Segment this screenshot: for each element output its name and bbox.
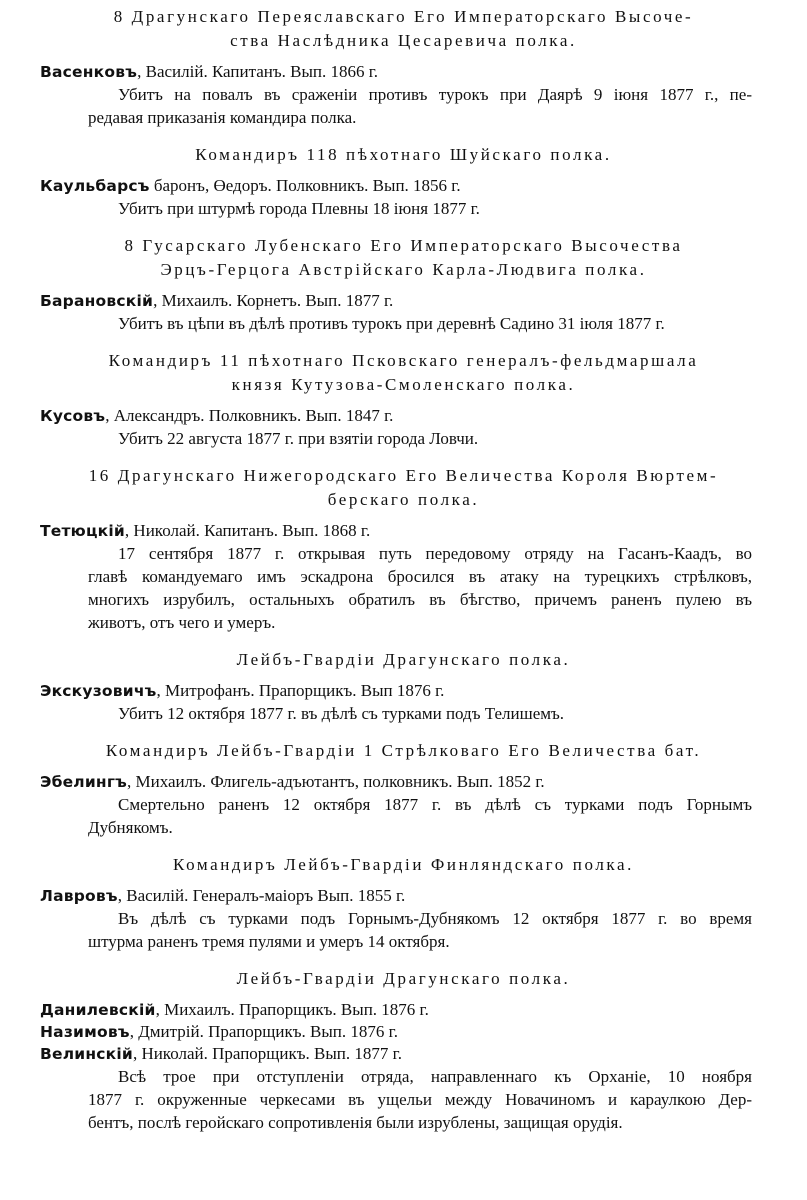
entry-description	[0, 907, 752, 953]
heading-line: 16 Драгунскаго Нижегородскаго Его Величества Короля Вюртем-	[88, 466, 719, 485]
heading-line: 8 Драгунскаго Переяславскаго Его Императорскаго Высоче-	[113, 7, 694, 26]
heading-line: 8 Гусарскаго Лубенскаго Его Императорскаго Высочества	[124, 236, 683, 255]
officer-details: , Александръ. Полковникъ. Вып. 1847 г.	[105, 406, 394, 425]
officer-surname: Велинскій	[40, 1045, 133, 1063]
description-line: Смертельно раненъ 12 октября 1877 г. въ дѣлѣ съ турками подъ Горнымъ	[118, 795, 752, 814]
description-line: бентъ, послѣ геройскаго сопротивленія были изрублены, защищая орудія.	[88, 1113, 623, 1132]
regiment-section	[0, 349, 807, 450]
officer-entry	[0, 885, 807, 907]
regiment-section	[0, 143, 807, 220]
entry-description	[0, 542, 752, 634]
description-line: Убитъ при штурмѣ города Плевны 18 іюня 1877 г.	[118, 199, 480, 218]
description-line: Въ дѣлѣ съ турками подъ Горнымъ-Дубнякомъ 12 октября 1877 г. во время	[118, 909, 752, 928]
entry-description	[0, 702, 752, 725]
officer-entry	[0, 1021, 807, 1043]
section-heading	[44, 853, 764, 877]
description-line: Дубнякомъ.	[88, 818, 173, 837]
entry-description	[0, 312, 752, 335]
section-heading	[44, 648, 764, 672]
officer-entry	[0, 290, 807, 312]
officer-surname: Данилевскій	[40, 1001, 156, 1019]
regiment-section	[0, 5, 807, 129]
entry-description	[0, 1065, 752, 1134]
officer-surname: Кусовъ	[40, 407, 106, 425]
officer-details: , Михаилъ. Корнетъ. Вып. 1877 г.	[153, 291, 394, 310]
officer-entry	[0, 680, 807, 702]
officer-surname: Тетюцкій	[40, 522, 125, 540]
entry-description	[0, 427, 752, 450]
officer-entry	[0, 61, 807, 83]
description-line: 17 сентября 1877 г. открывая путь передовому отряду на Гасанъ-Каадъ, во	[118, 544, 752, 563]
heading-line: князя Кутузова-Смоленскаго полка.	[231, 375, 576, 394]
description-line: штурма раненъ тремя пулями и умеръ 14 октября.	[88, 932, 450, 951]
description-line: Убитъ 22 августа 1877 г. при взятіи города Ловчи.	[118, 429, 479, 448]
officer-entry	[0, 405, 807, 427]
description-line: Убитъ 12 октября 1877 г. въ дѣлѣ съ турками подъ Телишемъ.	[118, 704, 565, 723]
description-line: животъ, отъ чего и умеръ.	[88, 613, 276, 632]
officer-surname: Экскузовичъ	[40, 682, 157, 700]
regiment-section	[0, 464, 807, 634]
heading-line: Командиръ Лейбъ-Гвардіи Финляндскаго полка.	[172, 855, 635, 874]
officer-details: , Василій. Генералъ-маіоръ Вып. 1855 г.	[117, 886, 406, 905]
heading-line: Лейбъ-Гвардіи Драгунскаго полка.	[236, 650, 571, 669]
officer-surname: Лавровъ	[40, 887, 118, 905]
officer-surname: Эбелингъ	[40, 773, 127, 791]
officer-surname: Васенковъ	[40, 63, 138, 81]
section-heading	[44, 234, 764, 282]
heading-line: Командиръ Лейбъ-Гвардіи 1 Стрѣлковаго Его Величества бат.	[105, 741, 702, 760]
section-heading	[44, 349, 764, 397]
officer-details: , Василій. Капитанъ. Вып. 1866 г.	[137, 62, 379, 81]
regiment-section	[0, 967, 807, 1134]
regiment-section	[0, 648, 807, 725]
description-line: Всѣ трое при отступленіи отряда, направленнаго къ Орханіе, 10 ноября	[118, 1067, 752, 1086]
regiment-section	[0, 739, 807, 839]
officer-surname: Барановскій	[40, 292, 154, 310]
section-heading	[44, 464, 764, 512]
officer-details: , Дмитрій. Прапорщикъ. Вып. 1876 г.	[129, 1022, 398, 1041]
officer-details: , Михаилъ. Флигель-адъютантъ, полковникъ. Вып. 1852 г.	[126, 772, 545, 791]
officer-details: , Митрофанъ. Прапорщикъ. Вып 1876 г.	[156, 681, 445, 700]
officer-surname: Назимовъ	[40, 1023, 130, 1041]
section-heading	[44, 967, 764, 991]
officer-entry	[0, 175, 807, 197]
description-line: 1877 г. окруженные черкесами въ ущельи между Новачиномъ и караулкою Дер-	[88, 1090, 752, 1109]
heading-line: Лейбъ-Гвардіи Драгунскаго полка.	[236, 969, 571, 988]
section-heading	[44, 739, 764, 763]
officer-details: , Николай. Прапорщикъ. Вып. 1877 г.	[132, 1044, 402, 1063]
regiment-section	[0, 853, 807, 953]
heading-line: Эрцъ-Герцога Австрійскаго Карла-Людвига полка.	[160, 260, 647, 279]
description-line: редавая приказанія командира полка.	[88, 108, 357, 127]
officer-details: , Михаилъ. Прапорщикъ. Вып. 1876 г.	[155, 1000, 429, 1019]
regiment-section	[0, 234, 807, 335]
entry-description	[0, 793, 752, 839]
heading-line: Командиръ 11 пѣхотнаго Псковскаго генералъ-фельдмаршала	[108, 351, 699, 370]
officer-entry	[0, 999, 807, 1021]
officer-entry	[0, 520, 807, 542]
section-heading	[44, 5, 764, 53]
heading-line: ства Наслѣдника Цесаревича полка.	[230, 31, 577, 50]
entry-description	[0, 83, 752, 129]
description-line: главѣ командуемаго имъ эскадрона бросился въ атаку на турецкихъ стрѣлковъ,	[88, 567, 752, 586]
officer-entry	[0, 771, 807, 793]
heading-line: Командиръ 118 пѣхотнаго Шуйскаго полка.	[195, 145, 612, 164]
officer-details: баронъ, Өедоръ. Полковникъ. Вып. 1856 г.	[149, 176, 461, 195]
officer-surname: Каульбарсъ	[40, 177, 150, 195]
officer-entry	[0, 1043, 807, 1065]
officer-details: , Николай. Капитанъ. Вып. 1868 г.	[124, 521, 371, 540]
description-line: Убитъ на повалъ въ сраженіи противъ турокъ при Даярѣ 9 іюня 1877 г., пе-	[118, 85, 752, 104]
description-line: Убитъ въ цѣпи въ дѣлѣ противъ турокъ при деревнѣ Садино 31 іюля 1877 г.	[118, 314, 665, 333]
section-heading	[44, 143, 764, 167]
entry-description	[0, 197, 752, 220]
heading-line: берскаго полка.	[327, 490, 480, 509]
description-line: многихъ изрубилъ, остальныхъ обратилъ въ бѣгство, причемъ раненъ пулею въ	[88, 590, 752, 609]
